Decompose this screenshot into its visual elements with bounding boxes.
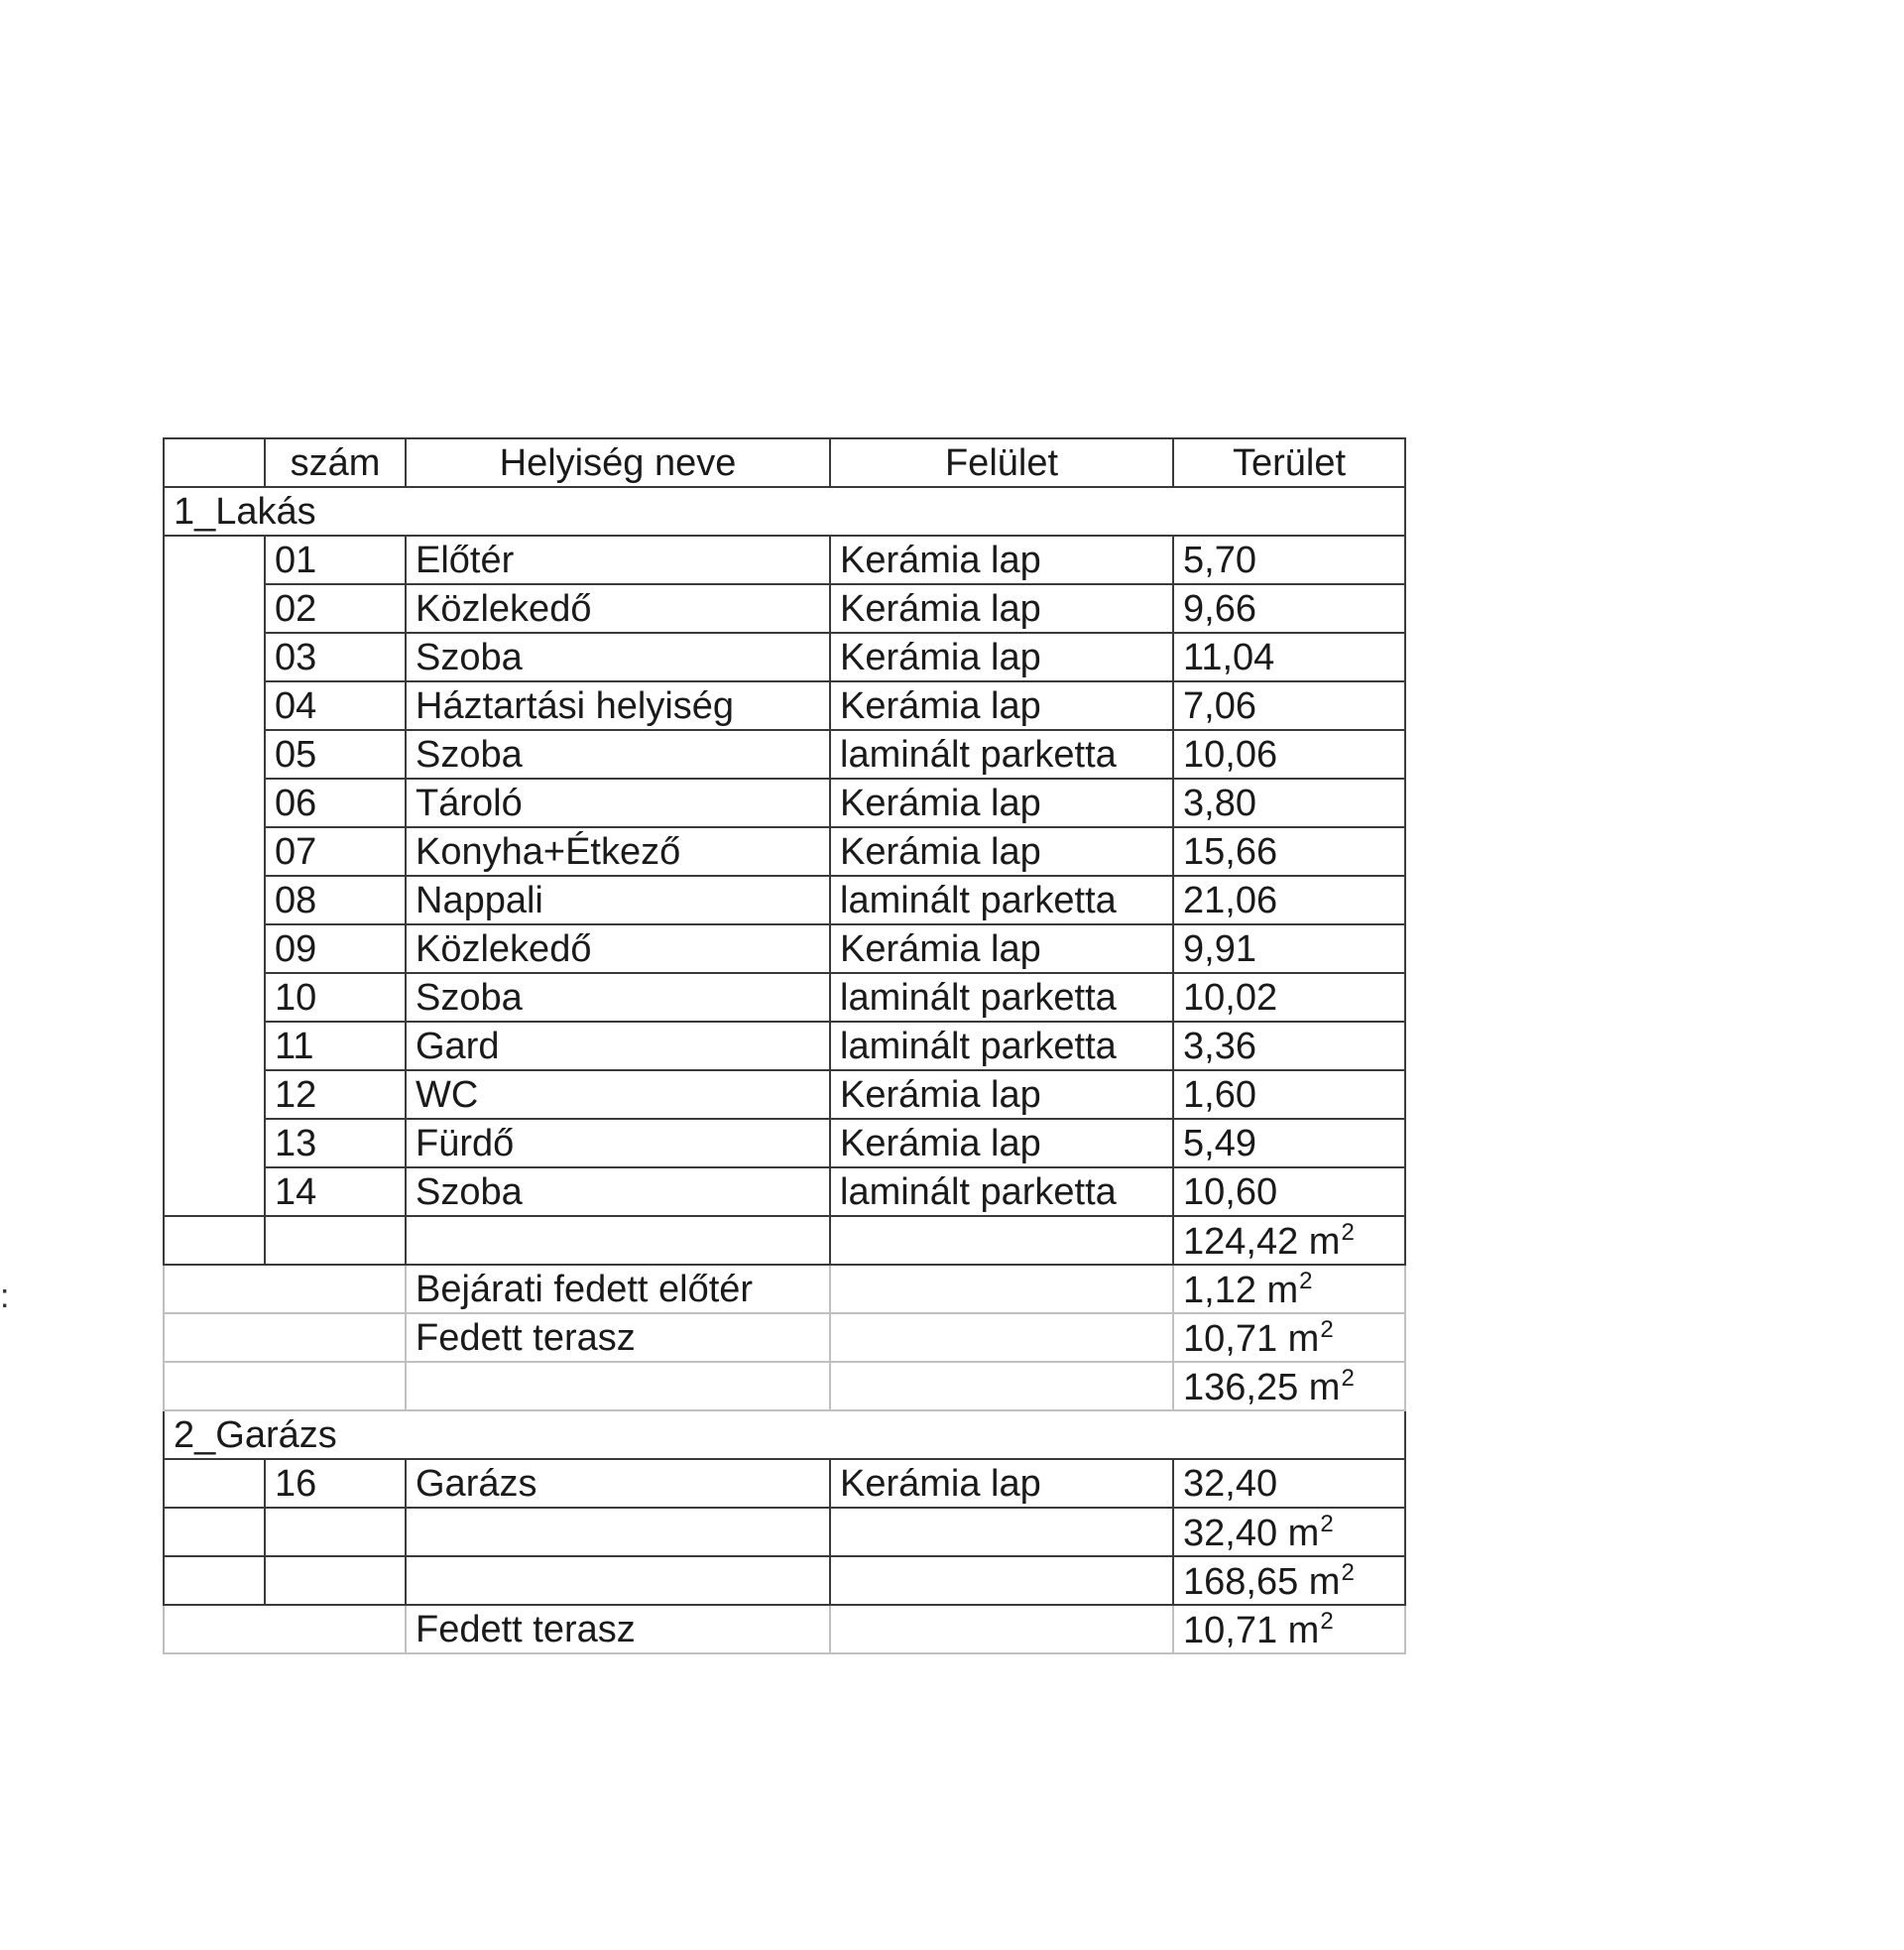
room-name: Szoba (406, 730, 830, 779)
room-area: 11,04 (1173, 633, 1405, 681)
area-value: 124,42 m (1183, 1220, 1341, 1263)
unit-superscript: 2 (1341, 1364, 1355, 1392)
extra-row (164, 1265, 1405, 1313)
unit-superscript: 2 (1320, 1607, 1334, 1635)
room-name: Háztartási helyiség (406, 681, 830, 730)
blank-cell (406, 1508, 830, 1556)
area-value: 10,71 m (1183, 1317, 1320, 1360)
room-number: 09 (265, 924, 406, 973)
table-row (164, 827, 1405, 876)
room-name: Gard (406, 1022, 830, 1070)
room-name: Szoba (406, 633, 830, 681)
blank-cell (164, 1265, 406, 1313)
header-blank-cell (164, 438, 265, 487)
room-surface: Kerámia lap (830, 1459, 1173, 1508)
area-value: 1,12 m (1183, 1269, 1299, 1311)
extra-area (1173, 1313, 1405, 1362)
room-number: 08 (265, 876, 406, 924)
room-surface: laminált parketta (830, 973, 1173, 1022)
area-value: 136,25 m (1183, 1366, 1341, 1408)
blank-cell (830, 1508, 1173, 1556)
room-number: 01 (265, 536, 406, 584)
section-title-row (164, 1410, 1405, 1459)
room-area: 9,66 (1173, 584, 1405, 633)
subtotal-area (1173, 1216, 1405, 1265)
table-row (164, 730, 1405, 779)
grand-total-area (1173, 1556, 1405, 1605)
room-name: Fürdő (406, 1119, 830, 1167)
room-name: Garázs (406, 1459, 830, 1508)
room-name: Közlekedő (406, 584, 830, 633)
blank-cell (830, 1313, 1173, 1362)
room-name: Konyha+Étkező (406, 827, 830, 876)
room-number: 16 (265, 1459, 406, 1508)
room-surface: Kerámia lap (830, 779, 1173, 827)
blank-cell (830, 1362, 1173, 1410)
table-row (164, 1167, 1405, 1216)
area-value: 32,40 m (1183, 1512, 1320, 1554)
room-name: Előtér (406, 536, 830, 584)
room-surface: Kerámia lap (830, 827, 1173, 876)
blank-cell (830, 1265, 1173, 1313)
table-row (164, 876, 1405, 924)
blank-cell (265, 1216, 406, 1265)
subtotal-area (1173, 1508, 1405, 1556)
room-number: 10 (265, 973, 406, 1022)
room-name: Szoba (406, 1167, 830, 1216)
section-1-title: 1_Lakás (164, 487, 1405, 536)
header-number: szám (265, 438, 406, 487)
room-surface: laminált parketta (830, 1022, 1173, 1070)
blank-cell (164, 1313, 406, 1362)
room-surface: Kerámia lap (830, 633, 1173, 681)
unit-superscript: 2 (1299, 1267, 1313, 1294)
room-area: 10,06 (1173, 730, 1405, 779)
blank-cell (830, 1556, 1173, 1605)
room-number: 07 (265, 827, 406, 876)
table-row (164, 779, 1405, 827)
room-surface: Kerámia lap (830, 1119, 1173, 1167)
total-area (1173, 1362, 1405, 1410)
room-name: Tároló (406, 779, 830, 827)
room-surface: Kerámia lap (830, 924, 1173, 973)
header-row (164, 438, 1405, 487)
unit-superscript: 2 (1320, 1315, 1334, 1343)
extra-name: Bejárati fedett előtér (406, 1265, 830, 1313)
extra-area (1173, 1265, 1405, 1313)
room-area: 3,36 (1173, 1022, 1405, 1070)
room-number: 14 (265, 1167, 406, 1216)
room-area: 9,91 (1173, 924, 1405, 973)
room-area-table (163, 437, 1406, 1654)
table-row (164, 681, 1405, 730)
unit-superscript: 2 (1341, 1218, 1355, 1246)
blank-cell (164, 1362, 406, 1410)
table-row (164, 924, 1405, 973)
area-value: 168,65 m (1183, 1560, 1341, 1603)
room-area: 5,49 (1173, 1119, 1405, 1167)
room-number: 02 (265, 584, 406, 633)
table-row (164, 1022, 1405, 1070)
total-row (164, 1362, 1405, 1410)
section-2-title: 2_Garázs (164, 1410, 1405, 1459)
header-area: Terület (1173, 438, 1405, 487)
room-name: WC (406, 1070, 830, 1119)
section-1-indent-cell (164, 536, 265, 1216)
room-area: 32,40 (1173, 1459, 1405, 1508)
area-value: 10,71 m (1183, 1609, 1320, 1651)
room-surface: Kerámia lap (830, 1070, 1173, 1119)
blank-cell (164, 1605, 406, 1653)
table-row (164, 633, 1405, 681)
header-room-name: Helyiség neve (406, 438, 830, 487)
room-number: 04 (265, 681, 406, 730)
room-number: 11 (265, 1022, 406, 1070)
table-row (164, 1070, 1405, 1119)
unit-superscript: 2 (1320, 1510, 1334, 1537)
room-surface: Kerámia lap (830, 584, 1173, 633)
blank-cell (830, 1216, 1173, 1265)
section-title-row (164, 487, 1405, 536)
room-surface: Kerámia lap (830, 681, 1173, 730)
room-area: 1,60 (1173, 1070, 1405, 1119)
room-area: 21,06 (1173, 876, 1405, 924)
blank-cell (265, 1556, 406, 1605)
blank-cell (830, 1605, 1173, 1653)
room-surface: laminált parketta (830, 876, 1173, 924)
room-area: 3,80 (1173, 779, 1405, 827)
room-area: 10,02 (1173, 973, 1405, 1022)
extra-row (164, 1605, 1405, 1653)
blank-cell (164, 1556, 265, 1605)
blank-cell (164, 1216, 265, 1265)
room-number: 12 (265, 1070, 406, 1119)
stray-colon-mark: : (0, 1278, 10, 1315)
table-row (164, 1119, 1405, 1167)
blank-cell (164, 1508, 265, 1556)
room-name: Szoba (406, 973, 830, 1022)
room-number: 13 (265, 1119, 406, 1167)
room-name: Nappali (406, 876, 830, 924)
blank-cell (406, 1556, 830, 1605)
blank-cell (406, 1216, 830, 1265)
table-row (164, 973, 1405, 1022)
room-number: 06 (265, 779, 406, 827)
blank-cell (406, 1362, 830, 1410)
header-surface: Felület (830, 438, 1173, 487)
blank-cell (164, 1459, 265, 1508)
extra-name: Fedett terasz (406, 1313, 830, 1362)
extra-name: Fedett terasz (406, 1605, 830, 1653)
room-number: 05 (265, 730, 406, 779)
subtotal-row (164, 1508, 1405, 1556)
table-row (164, 1459, 1405, 1508)
extra-row (164, 1313, 1405, 1362)
extra-area (1173, 1605, 1405, 1653)
room-surface: laminált parketta (830, 730, 1173, 779)
room-number: 03 (265, 633, 406, 681)
table-row (164, 584, 1405, 633)
room-area: 7,06 (1173, 681, 1405, 730)
room-area: 15,66 (1173, 827, 1405, 876)
table-row (164, 536, 1405, 584)
grand-total-row (164, 1556, 1405, 1605)
subtotal-row (164, 1216, 1405, 1265)
unit-superscript: 2 (1341, 1558, 1355, 1586)
blank-cell (265, 1508, 406, 1556)
room-area: 5,70 (1173, 536, 1405, 584)
room-area: 10,60 (1173, 1167, 1405, 1216)
room-name: Közlekedő (406, 924, 830, 973)
room-surface: laminált parketta (830, 1167, 1173, 1216)
room-surface: Kerámia lap (830, 536, 1173, 584)
